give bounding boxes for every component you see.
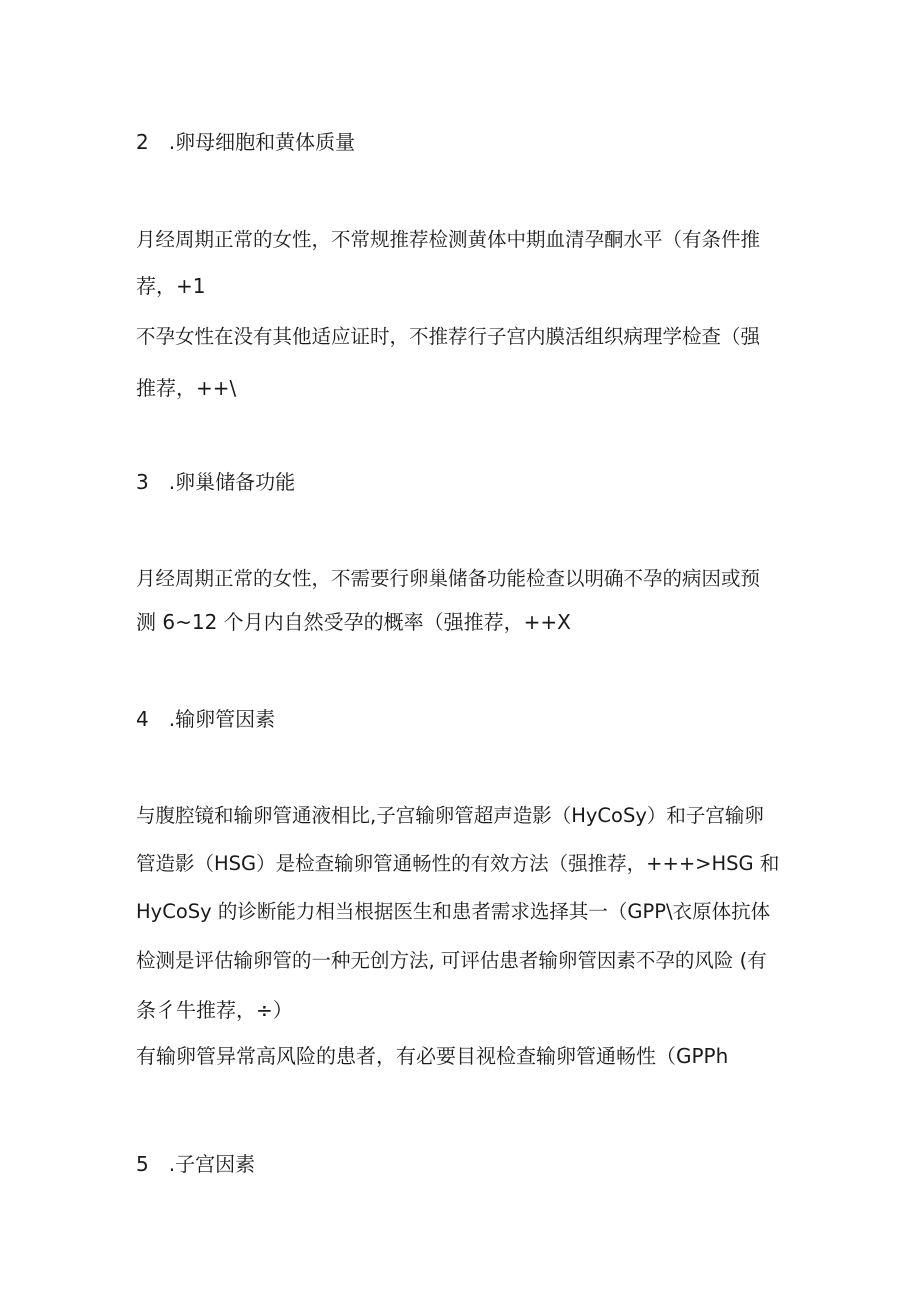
- paragraph-line: 月经周期正常的女性，不常规推荐检测黄体中期血清孕酮水平（有条件推: [136, 228, 761, 251]
- paragraph-line: 不孕女性在没有其他适应证时，不推荐行子宫内膜活组织病理学检查（强: [136, 325, 761, 348]
- paragraph-line: 与腹腔镜和输卵管通液相比,子宫输卵管超声造影（HyCoSy）和子宫输卵: [136, 804, 764, 827]
- section-heading: 5 .子宫因素: [136, 1152, 256, 1176]
- paragraph-line: 推荐，++\: [136, 376, 237, 400]
- section-heading: 2 .卵母细胞和黄体质量: [136, 130, 356, 154]
- section-heading: 3 .卵巢储备功能: [136, 470, 296, 494]
- paragraph-line: 荐，+1: [136, 274, 206, 298]
- paragraph-line: HyCoSy 的诊断能力相当根据医生和患者需求选择其一（GPP\衣原体抗体: [136, 900, 771, 923]
- paragraph-line: 检测是评估输卵管的一种无创方法, 可评估患者输卵管因素不孕的风险 (有: [136, 949, 767, 972]
- paragraph-line: 条彳牛推荐，÷）: [136, 998, 293, 1022]
- paragraph-line: 有输卵管异常高风险的患者，有必要目视检查输卵管通畅性（GPPh: [136, 1044, 729, 1068]
- paragraph-line: 测 6~12 个月内自然受孕的概率（强推荐，++X: [136, 610, 571, 634]
- paragraph-line: 月经周期正常的女性，不需要行卵巢储备功能检查以明确不孕的病因或预: [136, 567, 761, 590]
- paragraph-line: 管造影（HSG）是检查输卵管通畅性的有效方法（强推荐，+++>HSG 和: [136, 852, 780, 875]
- section-heading: 4 .输卵管因素: [136, 707, 276, 731]
